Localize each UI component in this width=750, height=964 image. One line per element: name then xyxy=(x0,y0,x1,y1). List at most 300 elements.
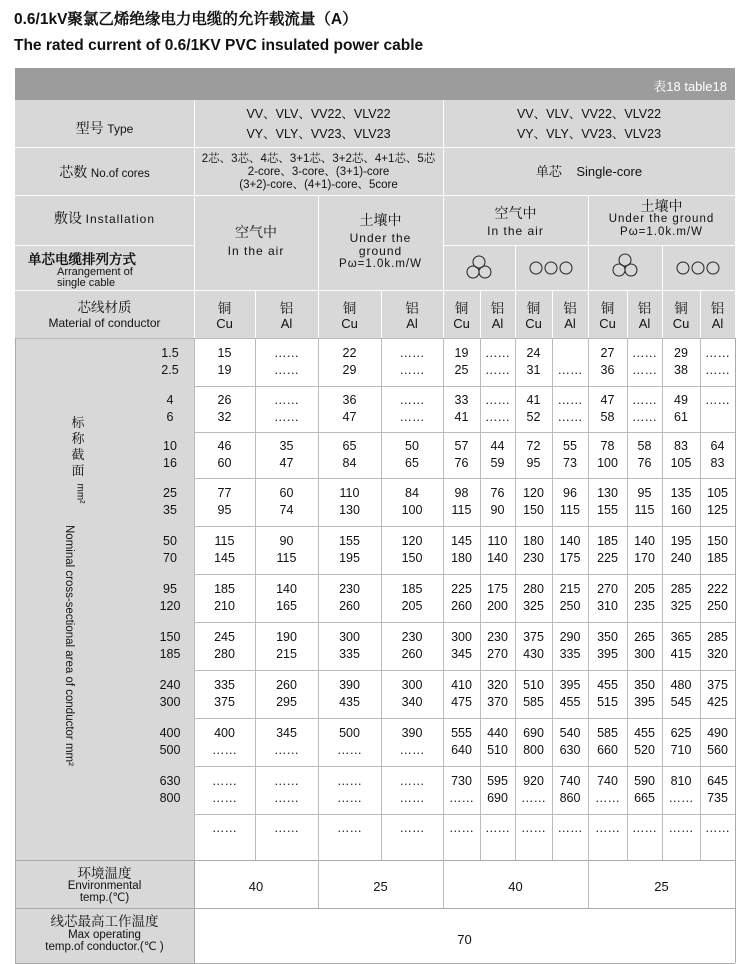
current-value: 290 xyxy=(559,630,581,644)
current-value: 150 xyxy=(707,534,728,548)
size-value: 95 xyxy=(163,582,177,596)
current-value: …… xyxy=(337,821,362,835)
current-value: 200 xyxy=(487,599,508,613)
material-en-8: Cu xyxy=(599,316,616,331)
current-value: 400 xyxy=(214,726,235,740)
current-value: 61 xyxy=(674,410,688,424)
grid-hline xyxy=(194,670,735,671)
arrange-label-cn: 单芯电缆排列方式 xyxy=(28,252,136,267)
current-value: 520 xyxy=(634,743,655,757)
current-value: 810 xyxy=(670,774,692,788)
current-value: 46 xyxy=(217,439,232,453)
current-value: 36 xyxy=(600,363,615,377)
current-value: …… xyxy=(274,410,299,424)
current-value: 155 xyxy=(339,534,360,548)
current-value: 230 xyxy=(523,551,544,565)
current-value: 260 xyxy=(276,678,297,692)
install-air-en-right: In the air xyxy=(487,224,544,238)
current-value: 235 xyxy=(634,599,655,613)
current-value: 375 xyxy=(214,695,235,709)
current-value: 395 xyxy=(559,678,581,692)
current-value: 185 xyxy=(214,582,235,596)
current-value: 245 xyxy=(214,630,235,644)
current-value: 95 xyxy=(217,503,232,517)
current-value: 660 xyxy=(597,743,618,757)
current-value: 595 xyxy=(487,774,508,788)
material-en-10: Cu xyxy=(672,316,690,331)
current-value: 340 xyxy=(401,695,423,709)
install-ground-en2: ground xyxy=(358,244,403,258)
material-en-6: Cu xyxy=(525,316,542,331)
current-value: 325 xyxy=(523,599,544,613)
size-value: 240 xyxy=(159,678,181,692)
current-value: 65 xyxy=(405,456,419,470)
arrange-label-en2: single cable xyxy=(57,277,116,289)
current-value: 510 xyxy=(487,743,508,757)
current-value: 98 xyxy=(454,486,469,500)
current-value: 425 xyxy=(707,695,728,709)
grid-hline xyxy=(194,526,735,527)
current-value: …… xyxy=(274,821,299,835)
current-value: 410 xyxy=(451,678,472,692)
current-value: …… xyxy=(212,791,237,805)
current-value: 240 xyxy=(670,551,692,565)
current-value: 735 xyxy=(707,791,728,805)
current-value: 150 xyxy=(401,551,423,565)
size-value: 150 xyxy=(159,630,181,644)
current-value: …… xyxy=(632,346,657,360)
current-value: 300 xyxy=(401,678,423,692)
material-cn-6: 铜 xyxy=(526,301,541,316)
current-value: 84 xyxy=(405,486,419,500)
material-en-3: Al xyxy=(406,316,418,331)
grid-hline xyxy=(15,195,735,196)
current-value: 475 xyxy=(451,695,472,709)
current-value: 100 xyxy=(597,456,618,470)
current-value: 38 xyxy=(674,363,688,377)
current-value: 500 xyxy=(339,726,360,740)
current-value: 84 xyxy=(342,456,357,470)
current-value: 230 xyxy=(401,630,423,644)
grid-vline xyxy=(515,245,516,290)
current-value: 60 xyxy=(279,486,294,500)
grid-vline xyxy=(662,245,663,290)
title-english: The rated current of 0.6/1KV PVC insulated power cable xyxy=(14,37,424,54)
current-value: …… xyxy=(485,821,510,835)
current-value: 310 xyxy=(597,599,618,613)
grid-hline xyxy=(194,622,735,623)
current-value: 185 xyxy=(707,551,728,565)
current-value: …… xyxy=(399,346,425,360)
current-value: 545 xyxy=(670,695,692,709)
current-value: 175 xyxy=(559,551,581,565)
current-value: 205 xyxy=(634,582,655,596)
install-label-cn: 敷设 xyxy=(54,210,82,226)
current-value: 690 xyxy=(523,726,544,740)
current-value: 205 xyxy=(401,599,423,613)
current-value: 455 xyxy=(559,695,581,709)
current-value: 260 xyxy=(401,647,423,661)
current-value: 83 xyxy=(674,439,688,453)
current-value: 590 xyxy=(634,774,655,788)
size-value: 50 xyxy=(163,534,177,548)
arrange-label-en1: Arrangement of xyxy=(57,266,133,278)
current-value: …… xyxy=(485,363,510,377)
current-value: …… xyxy=(557,410,583,424)
current-value: …… xyxy=(632,410,657,424)
install-air-cn: 空气中 xyxy=(235,224,277,240)
current-value: 52 xyxy=(526,410,541,424)
cores-right: 单芯 Single-core xyxy=(535,164,643,179)
current-value: 320 xyxy=(707,647,728,661)
current-value: 32 xyxy=(217,410,232,424)
current-value: 49 xyxy=(674,393,688,407)
current-value: 175 xyxy=(487,582,508,596)
current-value: …… xyxy=(399,410,425,424)
current-value: 395 xyxy=(597,647,618,661)
size-value: 4 xyxy=(166,393,174,407)
current-value: 300 xyxy=(339,630,360,644)
current-value: 800 xyxy=(523,743,544,757)
current-value: 430 xyxy=(523,647,544,661)
current-value: …… xyxy=(485,410,510,424)
material-en-7: Al xyxy=(564,316,576,331)
type-left-line1: VV、VLV、VV22、VLV22 xyxy=(246,107,391,121)
current-value: 375 xyxy=(707,678,728,692)
current-value: 160 xyxy=(670,503,692,517)
current-value: …… xyxy=(337,791,362,805)
current-value: 170 xyxy=(634,551,655,565)
current-value: 185 xyxy=(401,582,423,596)
current-value: 95 xyxy=(637,486,652,500)
current-value: 50 xyxy=(405,439,419,453)
current-value: 210 xyxy=(214,599,235,613)
current-value: 41 xyxy=(526,393,541,407)
current-value: 195 xyxy=(670,534,692,548)
material-en-1: Al xyxy=(280,316,293,331)
env-temp-value: 40 xyxy=(508,879,523,894)
current-value: …… xyxy=(449,791,474,805)
size-value: 630 xyxy=(159,774,181,788)
grid-hline xyxy=(15,245,194,246)
size-value: 500 xyxy=(159,743,181,757)
grid-hline xyxy=(443,245,735,246)
current-value: …… xyxy=(557,393,583,407)
size-value: 2.5 xyxy=(161,363,179,377)
flat-arrangement-icon xyxy=(675,260,721,276)
current-value: 140 xyxy=(487,551,508,565)
max-temp-label-en1: Max operating xyxy=(68,929,141,941)
current-value: …… xyxy=(399,821,425,835)
grid-hline xyxy=(194,432,735,433)
cores-label-cn: 芯数 xyxy=(59,164,88,180)
material-label-cn: 芯线材质 xyxy=(77,300,132,315)
grid-hline xyxy=(194,766,735,767)
current-value: 29 xyxy=(674,346,688,360)
current-value: 47 xyxy=(600,393,615,407)
current-value: 370 xyxy=(487,695,508,709)
type-left-line2: VY、VLY、VV23、VLV23 xyxy=(246,127,391,141)
current-value: 155 xyxy=(597,503,618,517)
current-value: 96 xyxy=(563,486,577,500)
size-value: 6 xyxy=(166,410,174,424)
current-value: …… xyxy=(595,791,620,805)
current-value: 36 xyxy=(342,393,357,407)
current-value: 345 xyxy=(451,647,472,661)
install-ground-en1: Under the xyxy=(349,231,412,245)
nominal-label-en: Nominal cross-sectional area of conductor mm² xyxy=(63,525,75,766)
current-value: 455 xyxy=(634,726,655,740)
size-value: 400 xyxy=(159,726,181,740)
current-value: …… xyxy=(212,821,237,835)
current-value: 145 xyxy=(214,551,235,565)
current-value: 300 xyxy=(451,630,472,644)
current-value: 390 xyxy=(401,726,423,740)
grid-hline xyxy=(194,814,735,815)
max-temp-value: 70 xyxy=(457,932,472,947)
current-value: 180 xyxy=(451,551,472,565)
current-value: …… xyxy=(337,743,362,757)
title-chinese: 0.6/1kV聚氯乙烯绝缘电力电缆的允许载流量（A） xyxy=(14,11,358,28)
current-value: 145 xyxy=(451,534,472,548)
current-value: …… xyxy=(212,774,237,788)
type-label-cn: 型号 xyxy=(75,120,104,136)
material-cn-7: 铝 xyxy=(563,301,577,316)
current-value: 35 xyxy=(279,439,294,453)
current-value: 135 xyxy=(670,486,692,500)
current-value: 90 xyxy=(279,534,294,548)
current-value: …… xyxy=(399,743,425,757)
current-value: 120 xyxy=(523,486,544,500)
current-value: 90 xyxy=(490,503,505,517)
size-value: 120 xyxy=(159,599,181,613)
env-temp-label-cn: 环境温度 xyxy=(77,866,132,881)
current-value: …… xyxy=(632,393,657,407)
current-value: 31 xyxy=(526,363,541,377)
current-value: 58 xyxy=(637,439,652,453)
current-value: …… xyxy=(632,363,657,377)
current-value: 260 xyxy=(451,599,472,613)
material-cn-3: 铝 xyxy=(405,301,419,316)
size-value: 25 xyxy=(163,486,177,500)
current-value: 350 xyxy=(597,630,618,644)
install-air-cn-right: 空气中 xyxy=(494,205,537,221)
current-value: 100 xyxy=(401,503,423,517)
current-value: …… xyxy=(705,821,730,835)
current-value: …… xyxy=(521,791,546,805)
table-number: 表18 table18 xyxy=(653,79,727,94)
current-value: 690 xyxy=(487,791,508,805)
current-value: 105 xyxy=(707,486,728,500)
current-value: …… xyxy=(705,346,730,360)
current-value: 395 xyxy=(634,695,655,709)
current-value: 740 xyxy=(597,774,618,788)
trefoil-arrangement-icon xyxy=(465,254,493,280)
current-value: 180 xyxy=(523,534,544,548)
material-cn-1: 铝 xyxy=(279,301,294,316)
cores-left-line2: 2-core、3-core、(3+1)-core xyxy=(247,166,390,178)
current-value: 76 xyxy=(637,456,652,470)
current-value: …… xyxy=(632,821,657,835)
current-value: 19 xyxy=(217,363,232,377)
current-value: 710 xyxy=(670,743,692,757)
material-en-11: Al xyxy=(711,316,724,331)
current-value: 73 xyxy=(563,456,577,470)
current-value: 270 xyxy=(597,582,618,596)
current-value: 110 xyxy=(487,534,508,548)
current-value: 33 xyxy=(454,393,469,407)
current-value: 115 xyxy=(214,534,235,548)
current-value: 665 xyxy=(634,791,655,805)
current-value: …… xyxy=(274,393,299,407)
current-value: 740 xyxy=(559,774,581,788)
current-value: 230 xyxy=(339,582,360,596)
current-value: …… xyxy=(399,393,425,407)
material-cn-8: 铜 xyxy=(600,301,615,316)
current-value: 540 xyxy=(559,726,581,740)
flat-arrangement-icon xyxy=(528,260,574,276)
current-value: 185 xyxy=(597,534,618,548)
current-value: 115 xyxy=(634,503,655,517)
size-value: 16 xyxy=(163,456,177,470)
current-value: 24 xyxy=(526,346,541,360)
current-value: 455 xyxy=(597,678,618,692)
current-value: 95 xyxy=(526,456,541,470)
install-ground-p-right: Pω=1.0k.m/W xyxy=(620,226,703,238)
current-value: 625 xyxy=(670,726,692,740)
current-value: 435 xyxy=(339,695,360,709)
current-value: 74 xyxy=(279,503,294,517)
current-value: 76 xyxy=(454,456,469,470)
current-value: 105 xyxy=(670,456,692,470)
current-value: …… xyxy=(337,774,362,788)
current-value: 555 xyxy=(451,726,472,740)
material-cn-9: 铝 xyxy=(637,301,652,316)
current-value: 130 xyxy=(339,503,360,517)
material-cn-10: 铜 xyxy=(674,301,688,316)
size-value: 35 xyxy=(163,503,177,517)
current-value: …… xyxy=(274,346,299,360)
current-value: …… xyxy=(485,393,510,407)
current-value: 76 xyxy=(490,486,505,500)
current-value: 390 xyxy=(339,678,360,692)
material-en-0: Cu xyxy=(216,316,233,331)
current-value: …… xyxy=(521,821,546,835)
current-value: …… xyxy=(274,363,299,377)
current-value: 260 xyxy=(339,599,360,613)
material-en-5: Al xyxy=(491,316,504,331)
current-value: 920 xyxy=(523,774,544,788)
type-right-line1: VV、VLV、VV22、VLV22 xyxy=(516,107,662,121)
material-cn-11: 铝 xyxy=(710,301,725,316)
size-value: 10 xyxy=(163,439,177,453)
current-value: 55 xyxy=(563,439,577,453)
material-en-4: Cu xyxy=(453,316,470,331)
current-value: 27 xyxy=(600,346,615,360)
material-cn-4: 铜 xyxy=(454,301,469,316)
current-value: …… xyxy=(399,791,425,805)
current-value: …… xyxy=(705,393,730,407)
current-value: 515 xyxy=(597,695,618,709)
current-value: 72 xyxy=(526,439,541,453)
current-value: 22 xyxy=(342,346,357,360)
current-value: …… xyxy=(449,821,474,835)
current-value: 125 xyxy=(707,503,728,517)
current-value: 58 xyxy=(600,410,615,424)
current-value: …… xyxy=(705,363,730,377)
current-value: 300 xyxy=(634,647,655,661)
current-value: 230 xyxy=(487,630,508,644)
grid-hline xyxy=(15,908,735,909)
grid-hline xyxy=(194,386,735,387)
current-value: 78 xyxy=(600,439,615,453)
current-value: …… xyxy=(485,346,510,360)
material-en-2: Cu xyxy=(341,316,358,331)
current-value: 120 xyxy=(401,534,423,548)
env-temp-label-en2: temp.(℃) xyxy=(79,892,130,904)
current-value: …… xyxy=(274,791,299,805)
material-label-en: Material of conductor xyxy=(48,316,161,330)
current-value: 440 xyxy=(487,726,508,740)
current-value: 585 xyxy=(523,695,544,709)
current-value: 285 xyxy=(670,582,692,596)
current-value: 250 xyxy=(559,599,581,613)
current-value: 585 xyxy=(597,726,618,740)
current-value: 77 xyxy=(217,486,232,500)
current-value: 140 xyxy=(634,534,655,548)
current-value: 490 xyxy=(707,726,728,740)
current-value: 285 xyxy=(707,630,728,644)
current-value: …… xyxy=(212,743,237,757)
current-value: 280 xyxy=(214,647,235,661)
current-value: 225 xyxy=(597,551,618,565)
current-value: 41 xyxy=(454,410,469,424)
install-label xyxy=(15,211,194,227)
current-value: 83 xyxy=(710,456,725,470)
current-value: 415 xyxy=(670,647,692,661)
env-temp-value: 25 xyxy=(373,879,388,894)
current-value: 295 xyxy=(276,695,297,709)
current-value: …… xyxy=(557,821,583,835)
current-value: 165 xyxy=(276,599,297,613)
current-value: 15 xyxy=(217,346,232,360)
current-value: 140 xyxy=(276,582,297,596)
current-value: 630 xyxy=(559,743,581,757)
grid-hline xyxy=(194,478,735,479)
current-value: 115 xyxy=(451,503,472,517)
current-value: 115 xyxy=(276,551,297,565)
type-label xyxy=(15,121,194,137)
current-value: 190 xyxy=(276,630,297,644)
current-value: 130 xyxy=(597,486,618,500)
type-label-en: Type xyxy=(107,122,134,136)
current-value: 480 xyxy=(670,678,692,692)
current-value: 510 xyxy=(523,678,544,692)
install-ground-en-right: Under the ground xyxy=(608,213,715,225)
current-value: 365 xyxy=(670,630,692,644)
current-value: 375 xyxy=(523,630,544,644)
current-value: 64 xyxy=(710,439,725,453)
current-value: 25 xyxy=(454,363,469,377)
grid-hline xyxy=(15,147,735,148)
current-value: …… xyxy=(399,363,425,377)
current-value: 265 xyxy=(634,630,655,644)
current-value: 19 xyxy=(454,346,469,360)
cores-left-line1: 2芯、3芯、4芯、3+1芯、3+2芯、4+1芯、5芯 xyxy=(201,153,436,165)
env-temp-label-en1: Environmental xyxy=(67,880,142,892)
current-value: 640 xyxy=(451,743,472,757)
max-temp-label-cn: 线芯最高工作温度 xyxy=(50,914,159,929)
